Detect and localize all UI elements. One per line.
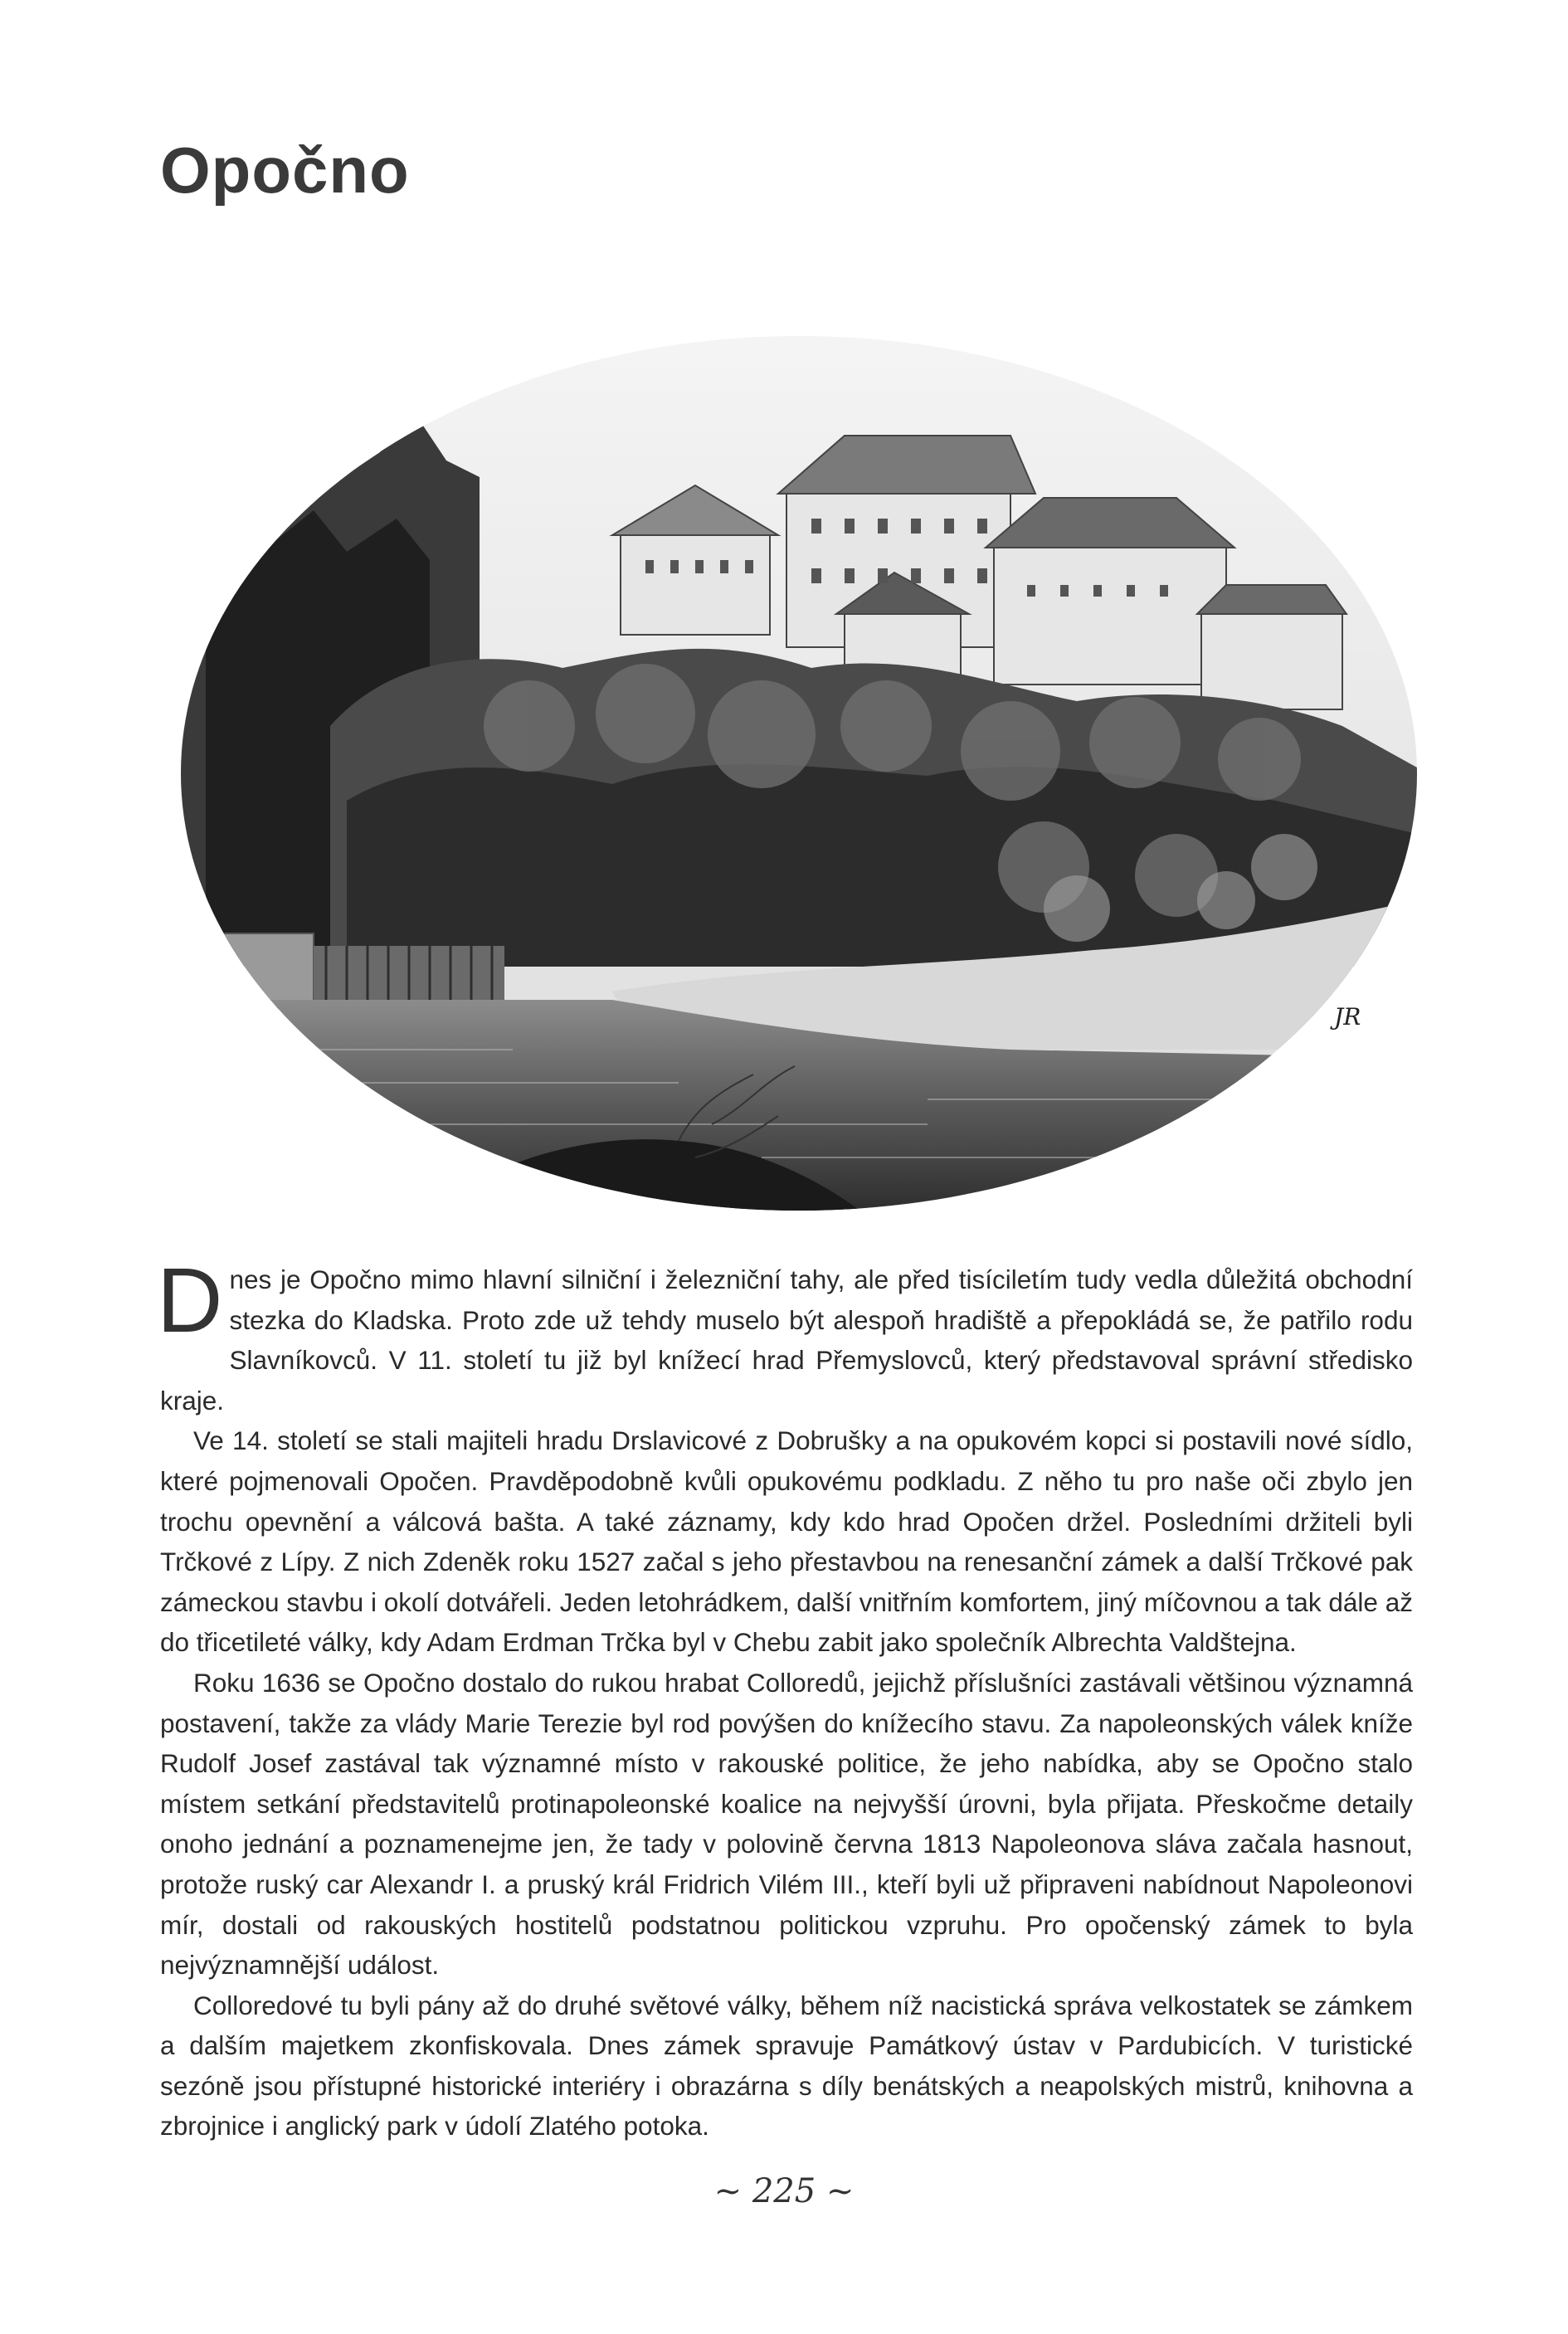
paragraph-1: [157, 1250, 1413, 1420]
paragraph-3: Roku 1636 se Opočno dostalo do rukou hrabat Colloredů, jejichž příslušníci zastávali většinou významná postavení, takže za vlády Marie Terezie byl rod povýšen do knížecího stavu. Za napoleonských válek kníže Rudolf Josef zastával tak významné místo v rakouské politice, že jeho nabídka, aby se Opočno stalo místem setkání představitelů protinapoleonské koalice na nejvyšší úrovni, byla přijata. Přeskočme detaily onoho jednání a poznamenejme jen, že tady v polovině června 1813 Napoleonova sláva začala hasnout, protože ruský car Alexandr I. a pruský král Fridrich Vilém III., kteří byli už připraveni nabídnout Napoleonovi mír, dostali od rakouských hostitelů podstatnou politickou vzpruhu. Pro opočenský zámek to byla nejvýznamnější událost.: [160, 1667, 1413, 1981]
page-title: Opočno: [160, 134, 410, 207]
page-number: ~ 225 ~: [713, 2172, 855, 2210]
article-text: [157, 1250, 1413, 2146]
paragraph-1-text: nes je Opočno mimo hlavní silniční i železniční tahy, ale před tisíciletím tudy vedla důležitá obchodní stezka do Kladska. Proto zde už tehdy muselo být alespoň hradiště a přepokládá se, že patřilo rodu Slavníkovců. V 11. století tu již byl knížecí hrad Přemyslovců, který představoval správní středisko kraje.: [160, 1264, 1413, 1416]
castle-illustration: [181, 336, 1417, 1211]
paragraph-2: Ve 14. století se stali majiteli hradu Drslavicové z Dobrušky a na opukovém kopci si postavili nové sídlo, které pojmenovali Opočen. Pravděpodobně kvůli opukovému podkladu. Z něho tu pro naše oči zbylo jen trochu opevnění a válcová bašta. A také záznamy, kdy kdo hrad Opočen držel. Posledními držiteli byli Trčkové z Lípy. Z nich Zdeněk roku 1527 začal s jeho přestavbou na renesanční zámek a další Trčkové pak zámeckou stavbu i okolí dotvářeli. Jeden letohrádkem, další vnitřním komfortem, jiný míčovnou a tak dále až do třicetileté války, kdy Adam Erdman Trčka byl v Chebu zabit jako společník Albrechta Valdštejna.: [160, 1425, 1413, 1658]
artist-signature: JR: [1334, 1003, 1361, 1031]
paragraph-4: Colloredové tu byli pány až do druhé světové války, během níž nacistická správa velkostatek se zámkem a dalším majetkem zkonfiskovala. Dnes zámek spravuje Památkový ústav v Pardubicích. V turistické sezóně jsou přístupné historické interiéry i obrazárna s díly benátských a neapolských mistrů, knihovna a zbrojnice i anglický park v údolí Zlatého potoka.: [160, 1990, 1413, 2142]
drop-cap: D: [157, 1250, 223, 1352]
